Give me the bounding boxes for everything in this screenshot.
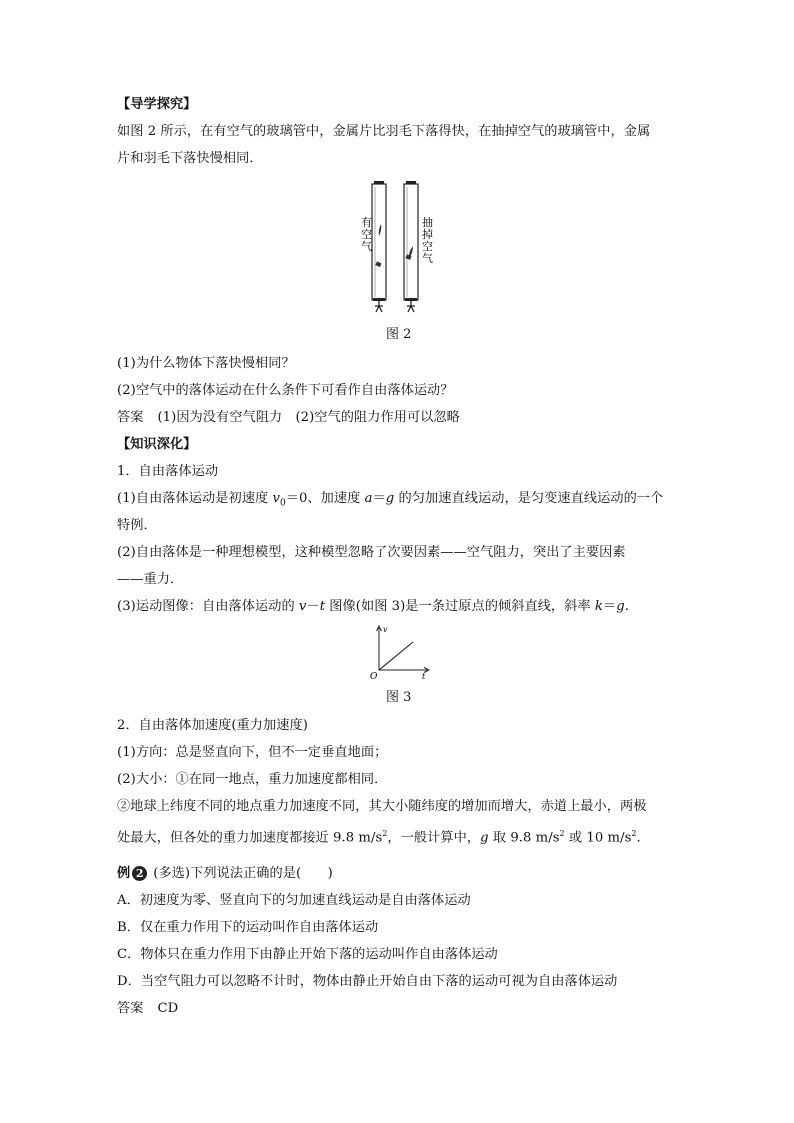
point-1-paragraph-1-line-2: 特例． [117,518,157,533]
text-run: ＝ [602,599,617,614]
example-answer [117,999,178,1018]
var-v: v [272,491,280,506]
point-1-paragraph-2-line-2: ——重力． [117,572,184,587]
var-a: a [364,491,373,506]
var-g: g [385,491,395,506]
option-b: B．仅在重力作用下的运动叫作自由落体运动 [117,920,379,935]
text-run: 图像(如图 3)是一条过原点的倾斜直线，斜率 [325,599,595,614]
example-stem [117,864,333,883]
figure-3-vt-graph [365,622,435,680]
text-run: ＝0、加速度 [285,491,365,506]
tube-left-label-2: 气 [361,240,372,253]
point-1-paragraph-1 [117,489,663,514]
tube-without-air [404,181,418,312]
option-d: D．当空气阻力可以忽略不计时，物体由静止开始自由下落的运动可视为自由落体运动 [117,974,618,989]
question-1: (1)为什么物体下落快慢相同？ [117,356,295,371]
text-run: (3)运动图像：自由落体运动的 [117,599,299,614]
subscript-0: 0 [279,498,286,509]
origin-label: O [370,672,378,680]
superscript: 2 [382,829,388,838]
var-k: k [594,599,603,614]
tube-left-label-1: 空 [361,228,372,241]
axis-v-label: v [383,625,388,634]
text-run: ＝ [372,491,386,506]
tube-right-label-0: 抽 [422,216,433,229]
text-run: － [306,599,320,614]
intro-line-1: 如图 2 所示，在有空气的玻璃管中，金属片比羽毛下落得快，在抽掉空气的玻璃管中，金属 [117,124,651,139]
text-run: 或 10 m/s [564,830,632,846]
text-run: (1)自由落体运动是初速度 [117,491,273,506]
tube-right-label-1: 掉 [422,228,433,241]
example-label: 例 [117,866,131,881]
figure-3-caption: 图 3 [386,690,412,705]
tube-right-label-3: 气 [422,252,433,265]
figure-2-tubes [355,178,440,318]
tube-left-label-0: 有 [361,216,372,229]
point-2-paragraph-2: (2)大小：①在同一地点，重力加速度都相同． [117,772,388,787]
example-number-badge: 2 [132,866,147,881]
intro-line-2: 片和羽毛下落快慢相同． [117,151,263,166]
text-run: 取 9.8 m/s [488,830,560,846]
guide-heading: 【导学探究】 [117,97,197,112]
figure-2-caption: 图 2 [386,327,412,342]
example-question: (多选)下列说法正确的是( ) [153,866,333,881]
point-1-paragraph-3 [117,597,629,616]
var-t: t [319,599,326,614]
option-c: C．物体只在重力作用下由静止开始下落的运动叫作自由落体运动 [117,947,498,962]
deepen-heading: 【知识深化】 [117,437,197,452]
tube-right-label-2: 空 [422,240,433,253]
superscript: 2 [559,829,565,838]
text-run: ，一般计算中， [387,830,481,846]
question-2: (2)空气中的落体运动在什么条件下可看作自由落体运动？ [117,383,454,398]
point-2-paragraph-3-line-2 [117,824,641,847]
var-g: g [616,599,625,614]
vt-line [379,642,413,670]
superscript: 2 [631,829,637,838]
example-answer-label: 答案 [117,1001,144,1016]
axis-t-label: t [422,672,426,680]
var-v: v [298,599,307,614]
point-1-title: 1．自由落体运动 [117,464,219,479]
text-run: 的匀加速直线运动，是匀变速直线运动的一个 [394,491,664,506]
text-run: . [624,599,629,614]
tube-with-air [372,181,386,312]
text-run: . [636,830,641,846]
answer-text: (1)因为没有空气阻力 (2)空气的阻力作用可以忽略 [157,410,460,425]
question-answer [117,408,460,427]
point-2-title: 2．自由落体加速度(重力加速度) [117,718,308,733]
answer-label: 答案 [117,410,144,425]
point-2-paragraph-1: (1)方向：总是竖直向下，但不一定垂直地面； [117,745,388,760]
text-run: 处最大，但各处的重力加速度都接近 9.8 m/s [117,830,383,846]
point-1-paragraph-2: (2)自由落体是一种理想模型，这种模型忽略了次要因素——空气阻力，突出了主要因素 [117,545,626,560]
point-2-paragraph-3: ②地球上纬度不同的地点重力加速度不同，其大小随纬度的增加而增大，赤道上最小，两极 [117,799,647,814]
example-answer-value: CD [157,1001,179,1016]
option-a: A．初速度为零、竖直向下的匀加速直线运动是自由落体运动 [117,893,471,908]
var-g: g [480,830,489,846]
